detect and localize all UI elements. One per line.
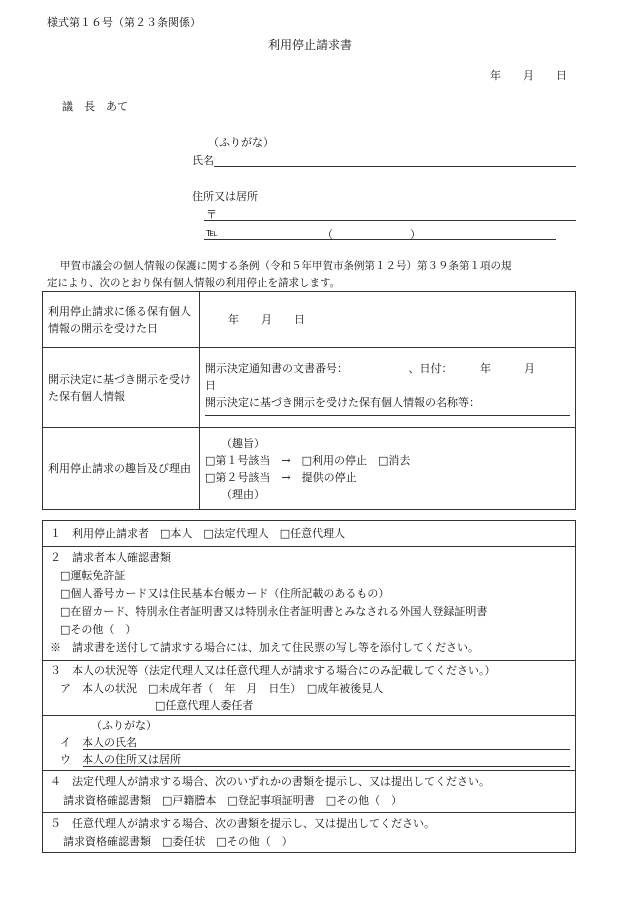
section5-heading: ５ 任意代理人が請求する場合、次の書類を提示し、又は提出してください。 <box>50 817 435 830</box>
row3-option-2[interactable]: □第２号該当 → 提供の停止 <box>205 470 357 484</box>
table-row <box>43 348 576 428</box>
person-name-label: イ 本人の氏名 <box>60 736 137 749</box>
person-address-field[interactable] <box>83 766 570 767</box>
section-1 <box>42 520 576 547</box>
section4-heading: ４ 法定代理人が請求する場合、次のいずれかの書類を提示し、又は提出してください。 <box>50 775 490 788</box>
section-3 <box>42 661 576 716</box>
section2-heading: ２ 請求者本人確認書類 <box>50 551 171 564</box>
applicant-tel-field[interactable] <box>204 239 556 240</box>
section2-note: ※ 請求書を送付して請求する場合には、加えて住民票の写し等を添付してください。 <box>50 641 479 654</box>
tel-parens: （ ） <box>322 228 421 241</box>
section-5 <box>42 813 576 853</box>
applicant-name-label: 氏名 <box>192 154 214 167</box>
doc-other[interactable]: □その他（ ） <box>60 623 137 636</box>
row2-info-name: 開示決定に基づき開示を受けた保有個人情報の名称等： <box>205 395 480 409</box>
request-table <box>42 291 576 510</box>
row3-label: 利用停止請求の趣旨及び理由 <box>43 428 200 510</box>
row2-day: 日 <box>205 378 216 392</box>
table-row <box>43 428 576 510</box>
section1-requester[interactable]: １ 利用停止請求者 □本人 □法定代理人 □任意代理人 <box>50 527 346 540</box>
page-title: 利用停止請求書 <box>268 38 353 52</box>
tel-mark: ℡ <box>206 226 218 239</box>
row3-value[interactable] <box>200 428 576 510</box>
doc-residence[interactable]: □在留カード、特別永住者証明書又は特別永住者証明書とみなされる外国人登録証明書 <box>60 605 488 618</box>
intro-line-1: 甲賀市議会の個人情報の保護に関する条例（令和５年甲賀市条例第１２号）第３９条第１項の規 <box>60 260 512 272</box>
row3-reason: （理由） <box>221 487 265 501</box>
person-status-delegator[interactable]: □任意代理人委任者 <box>155 699 254 712</box>
row3-option-1[interactable]: □第１号該当 → □利用の停止 □消去 <box>205 453 411 467</box>
section4-docs[interactable]: 請求資格確認書類 □戸籍謄本 □登記事項証明書 □その他（ ） <box>63 794 403 807</box>
applicant-furigana-label: （ふりがな） <box>208 136 274 149</box>
form-number: 様式第１６号（第２３条関係） <box>47 16 201 29</box>
section5-docs[interactable]: 請求資格確認書類 □委任状 □その他（ ） <box>63 835 293 848</box>
section-2 <box>42 547 576 661</box>
applicant-address-label: 住所又は居所 <box>192 190 258 203</box>
doc-license[interactable]: □運転免許証 <box>60 569 126 582</box>
postal-mark: 〒 <box>206 208 217 221</box>
row2-doc-number: 開示決定通知書の文書番号： 、日付： 年 月 <box>205 361 535 375</box>
person-status[interactable]: ア 本人の状況 □未成年者（ 年 月 日生） □成年被後見人 <box>60 682 384 695</box>
doc-mynumber[interactable]: □個人番号カード又は住民基本台帳カード（住所記載のあるもの） <box>60 587 390 600</box>
addressee: 議 長 あて <box>62 100 128 113</box>
row1-label: 利用停止請求に係る保有個人情報の開示を受けた日 <box>43 292 200 348</box>
row3-purpose: （趣旨） <box>221 436 265 450</box>
person-name-field[interactable] <box>83 749 570 750</box>
table-row <box>43 292 576 348</box>
intro-line-2: 定により、次のとおり保有個人情報の利用停止を請求します。 <box>47 277 341 289</box>
person-furigana: （ふりがな） <box>91 719 157 732</box>
person-address-label: ウ 本人の住所又は居所 <box>60 753 181 766</box>
section-3-person <box>42 716 576 771</box>
row2-label: 開示決定に基づき開示を受けた保有個人情報 <box>43 348 200 428</box>
section-4 <box>42 771 576 813</box>
row1-value[interactable]: 年 月 日 <box>200 292 576 348</box>
applicant-address-field[interactable] <box>204 220 576 221</box>
row2-info-field[interactable] <box>205 415 570 416</box>
section3-heading: ３ 本人の状況等（法定代理人又は任意代理人が請求する場合にのみ記載してください。） <box>50 664 496 677</box>
applicant-name-field[interactable] <box>214 166 576 167</box>
date-line: 年 月 日 <box>490 69 567 82</box>
row2-value[interactable] <box>200 348 576 428</box>
